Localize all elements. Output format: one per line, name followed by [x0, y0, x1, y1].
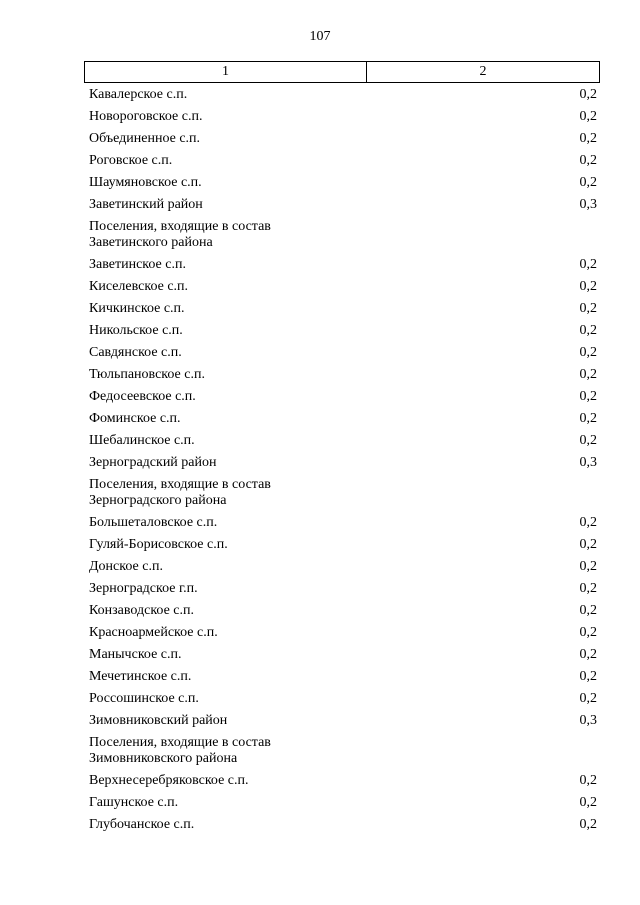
row-value: 0,3 [579, 455, 597, 470]
row-name: Заветинский район [89, 197, 203, 212]
row-name: Кавалерское с.п. [89, 87, 188, 102]
row-value: 0,2 [579, 257, 597, 272]
row-value: 0,2 [579, 669, 597, 684]
table-row [89, 175, 597, 197]
row-name: Верхнесеребряковское с.п. [89, 773, 249, 788]
row-name: Кичкинское с.п. [89, 301, 185, 316]
table-row [89, 515, 597, 537]
row-name: Гуляй-Борисовское с.п. [89, 537, 228, 552]
table-row [89, 433, 597, 455]
row-name: Зимовниковский район [89, 713, 228, 728]
row-value: 0,2 [579, 279, 597, 294]
row-name: Большеталовское с.п. [89, 515, 218, 530]
table-row [89, 669, 597, 691]
table-row [89, 109, 597, 131]
row-name: Киселевское с.п. [89, 279, 189, 294]
table-row [89, 345, 597, 367]
table-row [89, 647, 597, 669]
table-row [89, 197, 597, 219]
table-row [89, 735, 597, 773]
table-row [89, 713, 597, 735]
row-value: 0,2 [579, 109, 597, 124]
row-value: 0,2 [579, 625, 597, 640]
row-name: Красноармейское с.п. [89, 625, 218, 640]
row-name: Зерноградское г.п. [89, 581, 198, 596]
table-row [89, 257, 597, 279]
row-name: Шебалинское с.п. [89, 433, 195, 448]
row-name: Глубочанское с.п. [89, 817, 195, 832]
table-row [89, 301, 597, 323]
row-value: 0,2 [579, 345, 597, 360]
row-value: 0,2 [579, 603, 597, 618]
row-name: Федосеевское с.п. [89, 389, 196, 404]
table-header [84, 61, 600, 83]
table-row [89, 131, 597, 153]
table-row [89, 795, 597, 817]
table-row [89, 817, 597, 839]
row-value: 0,2 [579, 411, 597, 426]
table-row [89, 625, 597, 647]
row-value: 0,2 [579, 817, 597, 832]
row-value: 0,2 [579, 581, 597, 596]
row-name: Конзаводское с.п. [89, 603, 195, 618]
row-value: 0,2 [579, 389, 597, 404]
table-row [89, 367, 597, 389]
row-value: 0,2 [579, 87, 597, 102]
table-row [89, 559, 597, 581]
table-row [89, 279, 597, 301]
row-value: 0,2 [579, 647, 597, 662]
table-row [89, 455, 597, 477]
row-value: 0,2 [579, 691, 597, 706]
row-value: 0,2 [579, 559, 597, 574]
row-value: 0,2 [579, 175, 597, 190]
table-body [89, 87, 597, 839]
row-name: Мечетинское с.п. [89, 669, 192, 684]
table-row [89, 389, 597, 411]
row-name: Савдянское с.п. [89, 345, 182, 360]
page-number: 107 [309, 29, 331, 44]
table-row [89, 411, 597, 433]
row-name: Поселения, входящие в состав Зимовниковского района [89, 735, 271, 766]
row-name: Россошинское с.п. [89, 691, 199, 706]
row-value: 0,3 [579, 713, 597, 728]
row-value: 0,2 [579, 131, 597, 146]
row-value: 0,2 [579, 153, 597, 168]
row-name: Манычское с.п. [89, 647, 182, 662]
table-row [89, 603, 597, 625]
table-row [89, 323, 597, 345]
row-value: 0,2 [579, 323, 597, 338]
table-row [89, 477, 597, 515]
row-name: Зерноградский район [89, 455, 217, 470]
row-value: 0,2 [579, 433, 597, 448]
row-value: 0,2 [579, 367, 597, 382]
row-value: 0,2 [579, 537, 597, 552]
row-name: Заветинское с.п. [89, 257, 186, 272]
row-name: Никольское с.п. [89, 323, 183, 338]
row-name: Роговское с.п. [89, 153, 173, 168]
row-name: Фоминское с.п. [89, 411, 181, 426]
row-name: Объединенное с.п. [89, 131, 201, 146]
row-name: Гашунское с.п. [89, 795, 179, 810]
table-row [89, 219, 597, 257]
row-value: 0,3 [579, 197, 597, 212]
row-value: 0,2 [579, 515, 597, 530]
row-name: Шаумяновское с.п. [89, 175, 202, 190]
row-value: 0,2 [579, 301, 597, 316]
row-name: Донское с.п. [89, 559, 163, 574]
row-name: Новороговское с.п. [89, 109, 203, 124]
table-row [89, 773, 597, 795]
table-row [89, 581, 597, 603]
table-row [89, 691, 597, 713]
table-row [89, 537, 597, 559]
row-value: 0,2 [579, 795, 597, 810]
row-name: Поселения, входящие в состав Зерноградского района [89, 477, 271, 508]
row-name: Поселения, входящие в состав Заветинского района [89, 219, 271, 250]
row-name: Тюльпановское с.п. [89, 367, 205, 382]
row-value: 0,2 [579, 773, 597, 788]
table-row [89, 87, 597, 109]
header-cell-col2: 2 [479, 64, 487, 79]
table-row [89, 153, 597, 175]
header-cell-col1: 1 [85, 62, 367, 82]
